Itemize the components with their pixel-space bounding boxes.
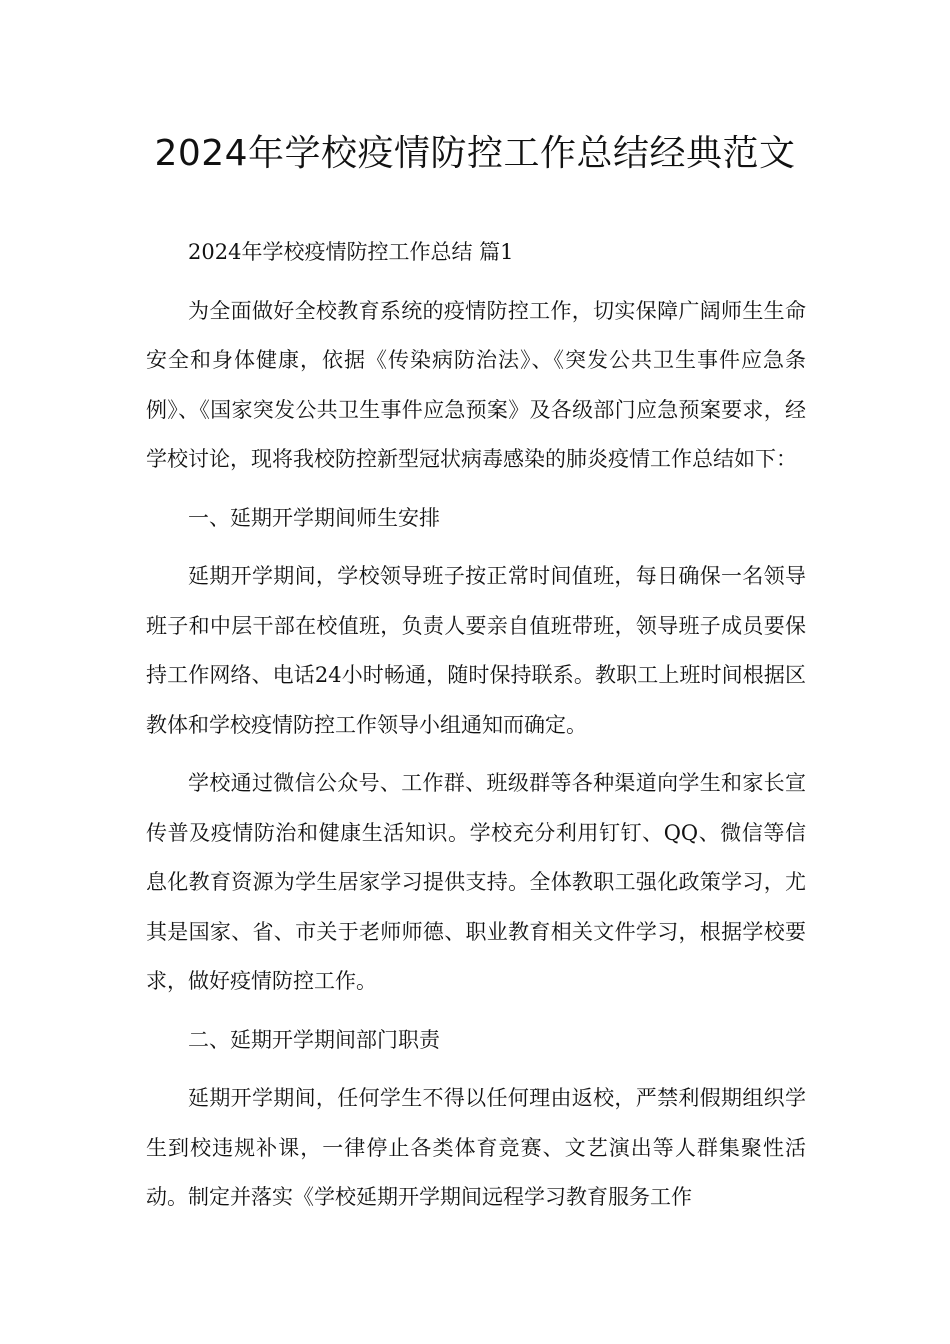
paragraph-duty-schedule: 延期开学期间，学校领导班子按正常时间值班，每日确保一名领导班子和中层干部在校值班，负责人要亲自值班带班，领导班子成员要保持工作网络、电话24小时畅通，随时保持联系。教职工上班时间根据区教体和学校疫情防控工作领导小组通知而确定。 <box>146 564 806 737</box>
paragraph-intro: 为全面做好全校教育系统的疫情防控工作，切实保障广阔师生生命安全和身体健康，依据《传染病防治法》、《突发公共卫生事件应急条例》、《国家突发公共卫生事件应急预案》及各级部门应急预案要求，经学校讨论，现将我校防控新型冠状病毒感染的肺炎疫情工作总结如下： <box>146 298 806 471</box>
section-heading-part1: 2024年学校疫情防控工作总结 篇1 <box>188 240 514 264</box>
document-title: 2024年学校疫情防控工作总结经典范文 <box>154 133 796 174</box>
paragraph-publicity: 学校通过微信公众号、工作群、班级群等各种渠道向学生和家长宣传普及疫情防治和健康生活知识。学校充分利用钉钉、QQ、微信等信息化教育资源为学生居家学习提供支持。全体教职工强化政策学习，尤其是国家、省、市关于老师师德、职业教育相关文件学习，根据学校要求，做好疫情防控工作。 <box>146 771 806 993</box>
section-heading-responsibilities: 二、延期开学期间部门职责 <box>188 1027 440 1052</box>
section-heading-arrangement: 一、延期开学期间师生安排 <box>188 505 440 530</box>
paragraph-no-return: 延期开学期间，任何学生不得以任何理由返校，严禁利假期组织学生到校违规补课，一律停止各类体育竞赛、文艺演出等人群集聚性活动。制定并落实《学校延期开学期间远程学习教育服务工作 <box>146 1086 806 1209</box>
document-body <box>146 228 806 1232</box>
